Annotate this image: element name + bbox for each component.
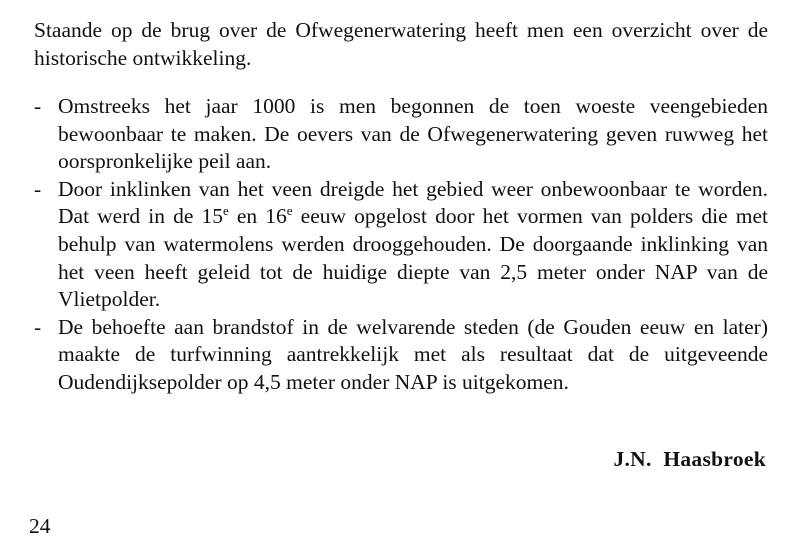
author-signature: J.N. Haasbroek: [613, 447, 766, 471]
bullet-item-turfwinning: [34, 314, 768, 397]
superscript-e: e: [222, 203, 229, 219]
bullet-text-part-c: eeuw opgelost door het vormen van polders die met behulp van watermolens werden drooggehouden. De doorgaande inklinking van het veen heeft geleid tot de huidige diepte van 2,5 meter onder NAP van de Vlietpolder.: [58, 204, 768, 312]
bullet-text: De behoefte aan brandstof in de welvarende steden (de Gouden eeuw en later) maakte de turfwinning aantrekkelijk met als resultaat dat de uitgeveende Oudendijksepolder op 4,5 meter onder NAP is uitgekomen.: [58, 314, 768, 394]
bullet-text-part-a: Door inklinken van het veen dreigde het gebied weer onbewoonbaar te worden. Dat werd in de 15: [58, 176, 768, 229]
bullet-dash: -: [34, 94, 42, 118]
intro-paragraph: Staande op de brug over de Ofwegenerwatering heeft men een overzicht over de historische ontwikkeling.: [34, 18, 768, 70]
bullet-item-year-1000: [34, 93, 768, 176]
superscript-e: e: [286, 203, 293, 219]
page-number: 24: [29, 514, 51, 538]
bullet-dash: -: [34, 314, 42, 339]
bullet-text-part-b: en 16: [228, 204, 287, 229]
bullet-text: Omstreeks het jaar 1000 is men begonnen de toen woeste veengebieden bewoonbaar te maken. De oevers van de Ofwegenerwatering geven ruwweg het oorspronkelijke peil aan.: [58, 94, 768, 174]
bullet-dash: -: [34, 176, 42, 201]
bullet-item-polders: [34, 176, 768, 314]
history-bullet-list: [34, 93, 768, 397]
